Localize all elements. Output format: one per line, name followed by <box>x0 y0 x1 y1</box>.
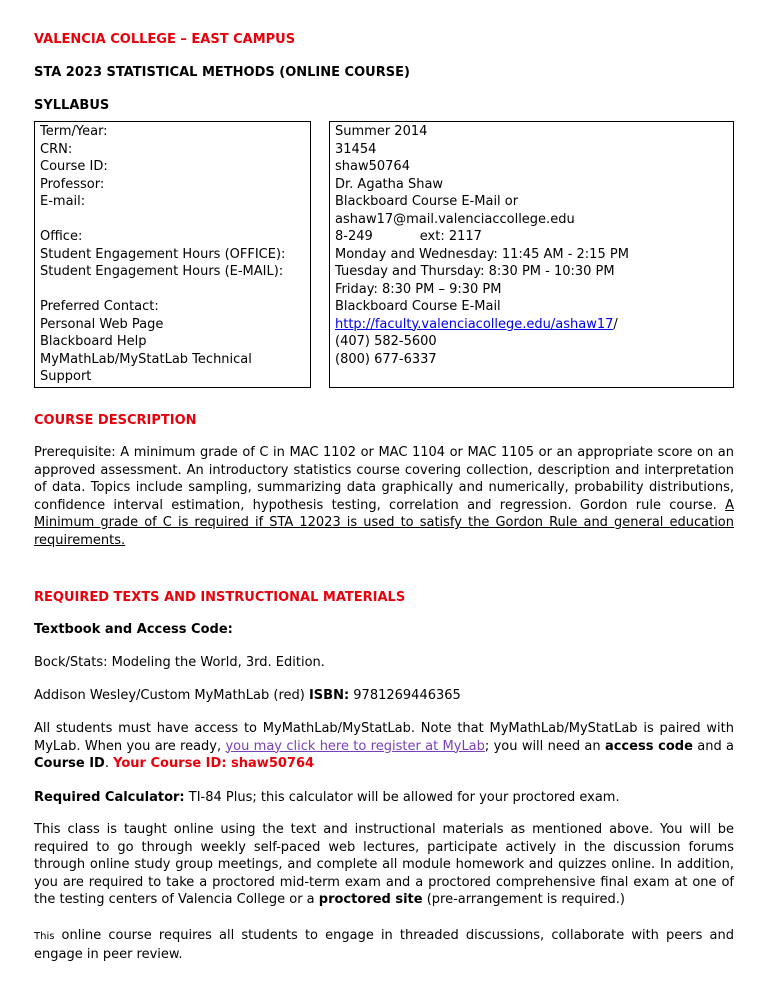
spacer <box>40 211 305 229</box>
college-heading: VALENCIA COLLEGE – EAST CAMPUS <box>34 32 296 47</box>
book-title: Bock/Stats: Modeling the World, 3rd. Edition. <box>34 655 325 670</box>
required-texts-heading: REQUIRED TEXTS AND INSTRUCTIONAL MATERIALS <box>34 590 406 605</box>
gordon-rule-note: A Minimum grade of C is required if STA 12023 is used to satisfy the Gordon Rule and general education requirements. <box>34 497 734 548</box>
spacer <box>40 281 305 299</box>
term-value: Summer 2014 <box>335 124 428 139</box>
proctored-site-bold: proctored site <box>318 892 423 907</box>
hours-email-value-2: Friday: 8:30 PM – 9:30 PM <box>335 281 502 297</box>
office-value <box>335 228 728 246</box>
course-info-table <box>34 121 734 388</box>
textbook-heading: Textbook and Access Code: <box>34 622 233 637</box>
preferred-contact-label: Preferred Contact: <box>40 299 159 314</box>
table-gap <box>311 122 330 388</box>
term-label: Term/Year: <box>40 124 108 139</box>
hours-office-value: Monday and Wednesday: 11:45 AM - 2:15 PM <box>335 246 629 262</box>
office-room: 8-249 <box>335 229 373 244</box>
calculator-line <box>34 789 734 807</box>
course-id-value: shaw50764 <box>335 159 410 174</box>
isbn-value: 9781269446365 <box>349 688 461 703</box>
publisher-line <box>34 687 734 705</box>
threaded-text: online course requires all students to engage in threaded discussions, collaborate with peers and engage in peer review. <box>34 928 734 962</box>
course-title: STA 2023 STATISTICAL METHODS (ONLINE COURSE) <box>34 65 410 80</box>
threaded-discussion-paragraph <box>34 927 734 963</box>
hours-email-value-1: Tuesday and Thursday: 8:30 PM - 10:30 PM <box>335 264 615 279</box>
email-value-line1: Blackboard Course E-Mail or <box>335 194 519 209</box>
crn-value: 31454 <box>335 141 377 157</box>
access-text-2: ; you will need an <box>484 738 605 754</box>
calculator-text: TI-84 Plus; this calculator will be allowed for your proctored exam. <box>184 790 620 805</box>
web-page-link[interactable]: http://faculty.valenciacollege.edu/ashaw17 <box>335 316 614 332</box>
syllabus-heading: SYLLABUS <box>34 98 110 113</box>
access-paragraph <box>34 720 734 773</box>
course-description-text <box>34 444 734 549</box>
professor-value: Dr. Agatha Shaw <box>335 176 444 192</box>
course-description-heading: COURSE DESCRIPTION <box>34 413 197 428</box>
web-page-value <box>335 316 728 334</box>
your-course-id: Your Course ID: shaw50764 <box>113 756 315 771</box>
info-values <box>330 122 734 388</box>
access-text-4: . <box>104 756 114 771</box>
web-page-slash: / <box>613 316 618 332</box>
hours-email-label: Student Engagement Hours (E-MAIL): <box>40 264 284 279</box>
web-page-label: Personal Web Page <box>40 316 164 332</box>
access-text-1: All students must have access to MyMathLab/MyStatLab. Note that MyMathLab/MyStatLab is paired with MyLab. When you are ready, <box>34 721 734 754</box>
office-ext: ext: 2117 <box>419 229 482 244</box>
online-text-2: (pre-arrangement is required.) <box>422 892 625 907</box>
mylab-register-link[interactable]: you may click here to register at MyLab <box>225 738 485 754</box>
hours-office-label: Student Engagement Hours (OFFICE): <box>40 246 286 262</box>
professor-label: Professor: <box>40 176 105 192</box>
course-id-bold: Course ID <box>34 756 105 771</box>
crn-label: CRN: <box>40 141 73 157</box>
isbn-label: ISBN: <box>308 688 350 703</box>
this-small: This <box>34 931 55 942</box>
calculator-label: Required Calculator: <box>34 790 185 805</box>
tech-support-label: MyMathLab/MyStatLab Technical Support <box>40 351 252 384</box>
blackboard-help-value: (407) 582-5600 <box>335 334 437 349</box>
course-id-label: Course ID: <box>40 159 108 174</box>
access-text-3: and a <box>692 738 734 754</box>
publisher-text: Addison Wesley/Custom MyMathLab (red) <box>34 688 309 703</box>
access-code-bold: access code <box>604 738 693 754</box>
online-class-paragraph <box>34 821 734 909</box>
blackboard-help-label: Blackboard Help <box>40 334 147 349</box>
email-label: E-mail: <box>40 194 86 209</box>
online-text-1: This class is taught online using the text and instructional materials as mentioned above. You will be required to go through weekly self-paced web lectures, participate actively in the discussion forums through online study group meetings, and complete all module homework and quizzes online. In addition, you are required to take a proctored mid-term exam and a proctored comprehensive final exam at one of the testing centers of Valencia College or a <box>34 822 734 907</box>
email-value-line2: ashaw17@mail.valenciaccollege.edu <box>335 211 575 227</box>
office-label: Office: <box>40 229 83 244</box>
course-description-body: Prerequisite: A minimum grade of C in MAC 1102 or MAC 1104 or MAC 1105 or an appropriate score on an approved assessment. An introductory statistics course covering collection, description and interpretation of data. Topics include sampling, summarizing data graphically and numerically, probability distributions, confidence interval estimation, hypothesis testing, correlation and regression. Gordon rule course. <box>34 445 734 513</box>
tech-support-value: (800) 677-6337 <box>335 351 437 367</box>
info-labels <box>35 122 311 388</box>
preferred-contact-value: Blackboard Course E-Mail <box>335 299 501 314</box>
